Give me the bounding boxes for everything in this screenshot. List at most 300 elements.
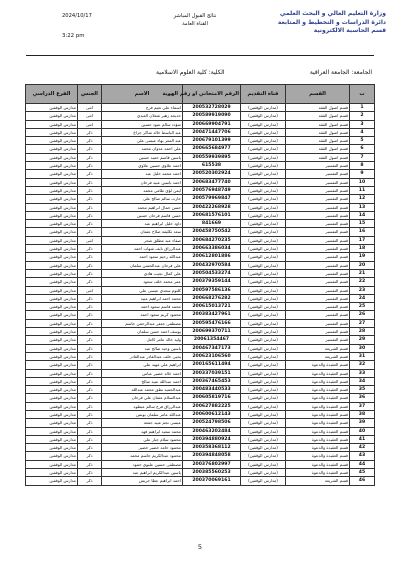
- student-name-cell: محمود عبدالكريم جاسم محمد: [102, 452, 183, 460]
- student-name-cell: ياسين عبدالكريم ابراهيم عبد: [102, 469, 183, 477]
- channel-cell: (مدارس الوقفين): [241, 236, 286, 244]
- department-cell: قسم التفسير: [286, 236, 350, 244]
- exam-id-cell: 200589919090: [183, 112, 241, 120]
- exam-id-cell: 200504533274: [183, 269, 241, 277]
- row-number: 17: [350, 236, 375, 244]
- row-number: 43: [350, 452, 375, 460]
- exam-id-cell: 200394880924: [183, 435, 241, 443]
- branch-cell: مدارس الوقفين: [26, 286, 78, 294]
- row-number: 24: [350, 294, 375, 302]
- exam-id-cell: 200612801886: [183, 253, 241, 261]
- channel-cell: (مدارس الوقفين): [241, 328, 286, 336]
- gender-cell: انثى: [78, 104, 102, 112]
- row-number: 15: [350, 220, 375, 228]
- gender-cell: ذكر: [78, 402, 102, 410]
- department-cell: قسم التفسير: [286, 294, 350, 302]
- student-name-cell: احمد ابراهيم عطا حريش: [102, 477, 183, 485]
- branch-cell: مدارس الوقفين: [26, 419, 78, 427]
- exam-id-cell: 200376802997: [183, 460, 241, 468]
- gender-cell: ذكر: [78, 137, 102, 145]
- exam-id-cell: 200576948749: [183, 186, 241, 194]
- department-cell: قسم التفسير: [286, 278, 350, 286]
- row-number: 37: [350, 402, 375, 410]
- channel-cell: (مدارس الوقفين): [241, 278, 286, 286]
- row-number: 1: [350, 104, 375, 112]
- channel-cell: (مدارس الوقفين): [241, 369, 286, 377]
- student-name-cell: علي احمد عدوان محمد: [102, 145, 183, 153]
- exam-id-cell: 200458750542: [183, 228, 241, 236]
- branch-cell: مدارس الوقفين: [26, 369, 78, 377]
- department-cell: قسم التفسير: [286, 269, 350, 277]
- exam-id-cell: 200699370711: [183, 328, 241, 336]
- branch-cell: مدارس الوقفين: [26, 253, 78, 261]
- table-row: [26, 294, 375, 302]
- gender-cell: ذكر: [78, 328, 102, 336]
- channel-cell: (مدارس الوقفين): [241, 286, 286, 294]
- row-number: 29: [350, 336, 375, 344]
- branch-cell: مدارس الوقفين: [26, 344, 78, 352]
- channel-cell: (مدارس الوقفين): [241, 394, 286, 402]
- table-row: [26, 120, 375, 128]
- gender-cell: ذكر: [78, 294, 102, 302]
- department-cell: قسم العقيدة والدعوة: [286, 427, 350, 435]
- student-name-cell: عبدالرزاق نايف شهاب احمد: [102, 245, 183, 253]
- branch-cell: مدارس الوقفين: [26, 394, 78, 402]
- row-number: 35: [350, 386, 375, 394]
- gender-cell: ذكر: [78, 427, 102, 435]
- branch-cell: مدارس الوقفين: [26, 319, 78, 327]
- student-name-cell: محمد احمد ابراهيم عبيد: [102, 294, 183, 302]
- exam-id-cell: 841669: [183, 220, 241, 228]
- channel-cell: (مدارس الوقفين): [241, 303, 286, 311]
- col-header-no: ت: [350, 85, 375, 104]
- department-cell: قسم التفسير: [286, 195, 350, 203]
- student-name-cell: ياسين وحيد صالح عبد: [102, 344, 183, 352]
- row-number: 10: [350, 178, 375, 186]
- row-number: 19: [350, 253, 375, 261]
- channel-cell: (مدارس الوقفين): [241, 178, 286, 186]
- branch-cell: مدارس الوقفين: [26, 361, 78, 369]
- table-row: [26, 253, 375, 261]
- branch-cell: مدارس الوقفين: [26, 178, 78, 186]
- student-name-cell: عبد الباسط خالد شاكر جزاع: [102, 128, 183, 136]
- department-cell: قسم التفسير: [286, 203, 350, 211]
- student-name-cell: ايمن لؤي طامي محمد: [102, 186, 183, 194]
- row-number: 16: [350, 228, 375, 236]
- channel-cell: (مدارس الوقفين): [241, 269, 286, 277]
- department-cell: قسم التفسير: [286, 245, 350, 253]
- table-row: [26, 377, 375, 385]
- channel-cell: (مدارس الوقفين): [241, 336, 286, 344]
- branch-cell: مدارس الوقفين: [26, 269, 78, 277]
- channel-cell: (مدارس الوقفين): [241, 220, 286, 228]
- channel-cell: (مدارس الوقفين): [241, 352, 286, 360]
- channel-cell: (مدارس الوقفين): [241, 377, 286, 385]
- gender-cell: ذكر: [78, 361, 102, 369]
- ministry-line-3: قسم الحاسبة الالكترونية: [313, 27, 386, 34]
- table-row: [26, 203, 375, 211]
- channel-cell: (مدارس الوقفين): [241, 427, 286, 435]
- table-row: [26, 220, 375, 228]
- student-name-cell: احمد علاوي حسين علاوي: [102, 162, 183, 170]
- gender-cell: انثى: [78, 112, 102, 120]
- header-divider: [26, 55, 374, 56]
- table-row: [26, 286, 375, 294]
- branch-cell: مدارس الوقفين: [26, 120, 78, 128]
- gender-cell: ذكر: [78, 369, 102, 377]
- branch-cell: مدارس الوقفين: [26, 294, 78, 302]
- exam-id-cell: 200579969847: [183, 195, 241, 203]
- table-row: [26, 112, 375, 120]
- student-name-cell: عبدالسلام عثمان علي فرحان: [102, 394, 183, 402]
- student-name-cell: مصطفى حسين عليوي حمود: [102, 460, 183, 468]
- col-header-channel: قناة التقديم: [241, 85, 286, 104]
- row-number: 13: [350, 203, 375, 211]
- exam-id-cell: 200663386034: [183, 245, 241, 253]
- table-row: [26, 402, 375, 410]
- branch-cell: مدارس الوقفين: [26, 203, 78, 211]
- student-name-cell: حسن جمال ابراهيم محمد: [102, 203, 183, 211]
- table-row: [26, 352, 375, 360]
- student-name-cell: احمد عبدالله عبيد صالح: [102, 377, 183, 385]
- channel-cell: (مدارس الوقفين): [241, 153, 286, 161]
- table-row: [26, 104, 375, 112]
- gender-cell: ذكر: [78, 435, 102, 443]
- table-row: [26, 162, 375, 170]
- table-row: [26, 170, 375, 178]
- row-number: 21: [350, 269, 375, 277]
- exam-id-cell: 200669904791: [183, 120, 241, 128]
- student-name-cell: خديجة زهير شعلان العبدي: [102, 112, 183, 120]
- branch-cell: مدارس الوقفين: [26, 228, 78, 236]
- channel-cell: (مدارس الوقفين): [241, 203, 286, 211]
- channel-cell: (مدارس الوقفين): [241, 145, 286, 153]
- row-number: 12: [350, 195, 375, 203]
- channel-cell: (مدارس الوقفين): [241, 128, 286, 136]
- channel-cell: (مدارس الوقفين): [241, 361, 286, 369]
- gender-cell: ذكر: [78, 477, 102, 485]
- gender-cell: انثى: [78, 120, 102, 128]
- row-number: 38: [350, 410, 375, 418]
- title-line-1: نتائج القبول المباشر: [173, 13, 217, 19]
- col-header-name: الاسم: [102, 85, 183, 104]
- row-number: 46: [350, 477, 375, 485]
- gender-cell: ذكر: [78, 410, 102, 418]
- student-name-cell: عبدالله رحيم سعود احمد: [102, 253, 183, 261]
- exam-id-cell: 200379359144: [183, 278, 241, 286]
- channel-cell: (مدارس الوقفين): [241, 452, 286, 460]
- student-name-cell: احمد خالد خضير عباس: [102, 369, 183, 377]
- page-number: 5: [197, 543, 203, 551]
- ministry-line-1: وزارة التعليم العالي و البحث العلمي: [279, 10, 386, 17]
- branch-cell: مدارس الوقفين: [26, 145, 78, 153]
- gender-cell: ذكر: [78, 178, 102, 186]
- department-cell: قسم اصول الفقه: [286, 120, 350, 128]
- student-name-cell: محمد قاسم سعود احمد: [102, 303, 183, 311]
- col-header-gender: الجنس: [78, 85, 102, 104]
- exam-id-cell: 200385560253: [183, 469, 241, 477]
- table-row: [26, 245, 375, 253]
- exam-id-cell: 200422268928: [183, 203, 241, 211]
- row-number: 31: [350, 352, 375, 360]
- exam-id-cell: 200683477740: [183, 178, 241, 186]
- department-cell: قسم اصول الفقه: [286, 145, 350, 153]
- branch-cell: مدارس الوقفين: [26, 104, 78, 112]
- col-header-department: القسم: [286, 85, 350, 104]
- row-number: 6: [350, 145, 375, 153]
- table-row: [26, 137, 375, 145]
- row-number: 30: [350, 344, 375, 352]
- student-name-cell: عبدالله عامر سلمان يونس: [102, 410, 183, 418]
- exam-id-cell: 615538: [183, 162, 241, 170]
- branch-cell: مدارس الوقفين: [26, 245, 78, 253]
- student-name-cell: وليد خالد عامر كامل: [102, 336, 183, 344]
- department-cell: قسم اصول الفقه: [286, 112, 350, 120]
- row-number: 7: [350, 153, 375, 161]
- department-cell: قسم العقيدة والدعوة: [286, 361, 350, 369]
- branch-cell: مدارس الوقفين: [26, 112, 78, 120]
- exam-id-cell: 200559939895: [183, 153, 241, 161]
- table-row: [26, 211, 375, 219]
- branch-cell: مدارس الوقفين: [26, 128, 78, 136]
- department-cell: قسم العقيدة والدعوة: [286, 469, 350, 477]
- table-row: [26, 186, 375, 194]
- channel-cell: (مدارس الوقفين): [241, 170, 286, 178]
- table-row: [26, 410, 375, 418]
- university-label: الجامعة: الجامعة العراقية: [309, 69, 372, 76]
- gender-cell: ذكر: [78, 253, 102, 261]
- exam-id-cell: 200595476166: [183, 319, 241, 327]
- exam-id-cell: 200463202484: [183, 427, 241, 435]
- row-number: 27: [350, 319, 375, 327]
- student-name-cell: علي كمال نجيب هادي: [102, 269, 183, 277]
- gender-cell: ذكر: [78, 394, 102, 402]
- branch-cell: مدارس الوقفين: [26, 261, 78, 269]
- branch-cell: مدارس الوقفين: [26, 162, 78, 170]
- channel-cell: (مدارس الوقفين): [241, 469, 286, 477]
- department-cell: قسم العقيدة والدعوة: [286, 386, 350, 394]
- exam-id-cell: 200165611494: [183, 361, 241, 369]
- gender-cell: ذكر: [78, 452, 102, 460]
- branch-cell: مدارس الوقفين: [26, 311, 78, 319]
- department-cell: قسم العقيدة والدعوة: [286, 394, 350, 402]
- row-number: 42: [350, 444, 375, 452]
- department-cell: قسم التفسير: [286, 286, 350, 294]
- student-name-cell: داود خليل ابراهيم عبد: [102, 220, 183, 228]
- department-cell: قسم التفسير: [286, 162, 350, 170]
- exam-id-cell: 200524798506: [183, 419, 241, 427]
- gender-cell: ذكر: [78, 377, 102, 385]
- branch-cell: مدارس الوقفين: [26, 410, 78, 418]
- branch-cell: مدارس الوقفين: [26, 137, 78, 145]
- table-row: [26, 386, 375, 394]
- gender-cell: ذكر: [78, 228, 102, 236]
- row-number: 26: [350, 311, 375, 319]
- exam-id-cell: 200600612143: [183, 410, 241, 418]
- print-time: 3:22 pm: [62, 33, 85, 39]
- table-row: [26, 444, 375, 452]
- gender-cell: ذكر: [78, 211, 102, 219]
- exam-id-cell: 200358368112: [183, 444, 241, 452]
- channel-cell: (مدارس الوقفين): [241, 186, 286, 194]
- row-number: 4: [350, 128, 375, 136]
- gender-cell: ذكر: [78, 203, 102, 211]
- channel-cell: (مدارس الوقفين): [241, 344, 286, 352]
- table-row: [26, 236, 375, 244]
- title-line-2: القناة العامة: [182, 21, 208, 27]
- channel-cell: (مدارس الوقفين): [241, 311, 286, 319]
- table-row: [26, 469, 375, 477]
- row-number: 18: [350, 245, 375, 253]
- exam-id-cell: 200394848058: [183, 452, 241, 460]
- channel-cell: (مدارس الوقفين): [241, 460, 286, 468]
- channel-cell: (مدارس الوقفين): [241, 228, 286, 236]
- gender-cell: ذكر: [78, 419, 102, 427]
- branch-cell: مدارس الوقفين: [26, 435, 78, 443]
- department-cell: قسم اصول الفقه: [286, 153, 350, 161]
- channel-cell: (مدارس الوقفين): [241, 419, 286, 427]
- department-cell: قسم العقيدة والدعوة: [286, 410, 350, 418]
- department-cell: قسم العقيدة والدعوة: [286, 460, 350, 468]
- gender-cell: ذكر: [78, 460, 102, 468]
- exam-id-cell: 200370069161: [183, 477, 241, 485]
- gender-cell: ذكر: [78, 303, 102, 311]
- gender-cell: ذكر: [78, 153, 102, 161]
- student-name-cell: علي فرحان عبدالحسن سلمان: [102, 261, 183, 269]
- channel-cell: (مدارس الوقفين): [241, 211, 286, 219]
- exam-id-cell: 200623106560: [183, 352, 241, 360]
- exam-id-cell: 200471447706: [183, 128, 241, 136]
- student-name-cell: صفاء عبد مطلق شحر: [102, 236, 183, 244]
- department-cell: قسم العقيدة والدعوة: [286, 369, 350, 377]
- channel-cell: (مدارس الوقفين): [241, 195, 286, 203]
- channel-cell: (مدارس الوقفين): [241, 410, 286, 418]
- gender-cell: ذكر: [78, 319, 102, 327]
- department-cell: قسم اصول الفقه: [286, 104, 350, 112]
- exam-id-cell: 200627882225: [183, 402, 241, 410]
- table-row: [26, 336, 375, 344]
- exam-id-cell: 200337039151: [183, 369, 241, 377]
- student-name-cell: ابراهيم علي مهيد علي: [102, 361, 183, 369]
- gender-cell: ذكر: [78, 269, 102, 277]
- table-row: [26, 394, 375, 402]
- branch-cell: مدارس الوقفين: [26, 220, 78, 228]
- table-row: [26, 269, 375, 277]
- gender-cell: ذكر: [78, 128, 102, 136]
- row-number: 9: [350, 170, 375, 178]
- student-name-cell: يوسف احمد حسن سلمان: [102, 328, 183, 336]
- branch-cell: مدارس الوقفين: [26, 452, 78, 460]
- gender-cell: انثى: [78, 236, 102, 244]
- student-name-cell: اسماء علي نعيم فرج: [102, 104, 183, 112]
- col-header-exam-id: الرقم الامتحاني او رقم الهوية: [183, 85, 241, 104]
- branch-cell: مدارس الوقفين: [26, 153, 78, 161]
- table-row: [26, 311, 375, 319]
- branch-cell: مدارس الوقفين: [26, 336, 78, 344]
- channel-cell: (مدارس الوقفين): [241, 386, 286, 394]
- branch-cell: مدارس الوقفين: [26, 303, 78, 311]
- branch-cell: مدارس الوقفين: [26, 469, 78, 477]
- student-name-cell: مصطفى جعفر عبدالرحمن جاسم: [102, 319, 183, 327]
- ministry-header: [256, 10, 386, 36]
- table-row: [26, 361, 375, 369]
- row-number: 44: [350, 460, 375, 468]
- gender-cell: ذكر: [78, 336, 102, 344]
- row-number: 32: [350, 361, 375, 369]
- table-row: [26, 261, 375, 269]
- row-number: 3: [350, 120, 375, 128]
- channel-cell: (مدارس الوقفين): [241, 253, 286, 261]
- table-row: [26, 369, 375, 377]
- student-name-cell: عبدالحميد نطق محمد عبدالله: [102, 386, 183, 394]
- branch-cell: مدارس الوقفين: [26, 236, 78, 244]
- gender-cell: ذكر: [78, 220, 102, 228]
- department-cell: قسم الشريعة: [286, 344, 350, 352]
- gender-cell: ذكر: [78, 245, 102, 253]
- student-name-cell: احمد محمد خليل عبد: [102, 170, 183, 178]
- ministry-line-2: دائرة الدراسات و التخطيط و المتابعة: [277, 18, 386, 26]
- branch-cell: مدارس الوقفين: [26, 477, 78, 485]
- exam-id-cell: 200467347173: [183, 344, 241, 352]
- department-cell: قسم اصول الفقه: [286, 137, 350, 145]
- row-number: 33: [350, 369, 375, 377]
- channel-cell: (مدارس الوقفين): [241, 261, 286, 269]
- table-header-row: [26, 85, 375, 104]
- row-number: 34: [350, 377, 375, 385]
- exam-id-cell: 200679101399: [183, 137, 241, 145]
- table-row: [26, 303, 375, 311]
- department-cell: قسم اصول الفقه: [286, 128, 350, 136]
- channel-cell: (مدارس الوقفين): [241, 245, 286, 253]
- row-number: 2: [350, 112, 375, 120]
- college-label: الكلية: كلية العلوم الاسلامية: [156, 69, 225, 76]
- gender-cell: ذكر: [78, 278, 102, 286]
- table-row: [26, 278, 375, 286]
- table-row: [26, 178, 375, 186]
- row-number: 14: [350, 211, 375, 219]
- branch-cell: مدارس الوقفين: [26, 377, 78, 385]
- channel-cell: (مدارس الوقفين): [241, 137, 286, 145]
- branch-cell: مدارس الوقفين: [26, 402, 78, 410]
- exam-id-cell: 20061354467: [183, 336, 241, 344]
- branch-cell: مدارس الوقفين: [26, 186, 78, 194]
- branch-cell: مدارس الوقفين: [26, 195, 78, 203]
- gender-cell: ذكر: [78, 145, 102, 153]
- row-number: 8: [350, 162, 375, 170]
- department-cell: قسم التفسير: [286, 211, 350, 219]
- branch-cell: مدارس الوقفين: [26, 427, 78, 435]
- channel-cell: (مدارس الوقفين): [241, 319, 286, 327]
- row-number: 25: [350, 303, 375, 311]
- exam-id-cell: 200432970584: [183, 261, 241, 269]
- branch-cell: مدارس الوقفين: [26, 460, 78, 468]
- channel-cell: (مدارس الوقفين): [241, 435, 286, 443]
- channel-cell: (مدارس الوقفين): [241, 104, 286, 112]
- table-row: [26, 435, 375, 443]
- col-header-branch: الفرع الدراسي: [26, 85, 78, 104]
- department-cell: قسم العقيدة والدعوة: [286, 419, 350, 427]
- branch-cell: مدارس الوقفين: [26, 328, 78, 336]
- gender-cell: انثى: [78, 286, 102, 294]
- exam-id-cell: 200684270235: [183, 236, 241, 244]
- exam-id-cell: 200532728029: [183, 104, 241, 112]
- exam-id-cell: 200668276282: [183, 294, 241, 302]
- student-name-cell: عمر محمد خلف سعود: [102, 278, 183, 286]
- student-name-cell: سعد تكليفة صلاح عثمان: [102, 228, 183, 236]
- row-number: 5: [350, 137, 375, 145]
- student-name-cell: محمود كريم سعود احمد: [102, 311, 183, 319]
- table-row: [26, 145, 375, 153]
